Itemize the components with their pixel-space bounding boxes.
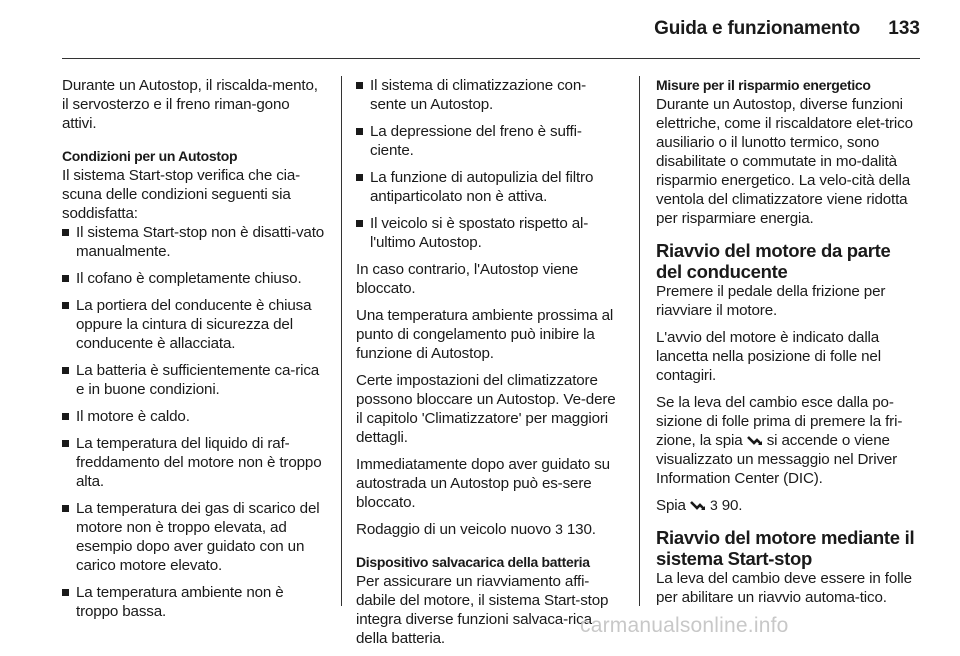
- intro-paragraph: Durante un Autostop, il riscalda-mento, il servosterzo e il freno riman-gono attivi.: [62, 77, 318, 132]
- list-item: La temperatura dei gas di scarico del motore non è troppo elevata, ad esempio dopo aver guidato con un carico motore elevato.: [62, 499, 326, 575]
- page-reference-icon: 3: [709, 497, 718, 513]
- list-item: La temperatura ambiente non è troppo bassa.: [62, 583, 326, 621]
- paragraph: Immediatamente dopo aver guidato su autostrada un Autostop può es-sere bloccato.: [356, 456, 610, 511]
- paragraph: La leva del cambio deve essere in folle per abilitare un riavvio automa-tico.: [656, 570, 912, 606]
- list-item: La batteria è sufficientemente ca-rica e in buone condizioni.: [62, 361, 326, 399]
- run-in-reference: [356, 520, 620, 539]
- column-1: [62, 76, 326, 629]
- paragraph: Certe impostazioni del climatizzatore possono bloccare un Autostop. Ve-dere il capitolo 'Climatizzatore' per maggiori dettagli.: [356, 372, 616, 446]
- header-divider: [62, 58, 920, 59]
- conditions-list-continued: [356, 76, 620, 252]
- run-in-reference: [656, 496, 920, 515]
- list-item: La depressione del freno è suffi-ciente.: [356, 122, 620, 160]
- column-divider-2: [639, 76, 640, 606]
- list-item: La funzione di autopulizia del filtro antiparticolato non è attiva.: [356, 168, 620, 206]
- watermark: carmanualsonline.info: [580, 614, 789, 637]
- paragraph: L'avvio del motore è indicato dalla lancetta nella posizione di folle nel contagiri.: [656, 329, 881, 384]
- paragraph: Per assicurare un riavviamento affi-dabile del motore, il sistema Start-stop integra diverse funzioni salvaca-rica della batteria.: [356, 573, 609, 647]
- conditions-list: [62, 223, 326, 621]
- start-stop-arrow-icon: [747, 435, 763, 447]
- reference-page: 130.: [566, 521, 596, 538]
- section-heading-battery-saver: Dispositivo salvacarica della batteria: [356, 554, 590, 570]
- list-item: La temperatura del liquido di raf-freddamento del motore non è troppo alta.: [62, 434, 326, 491]
- column-3: [656, 76, 920, 615]
- section-heading-system-restart: Riavvio del motore mediante il sistema Start-stop: [656, 527, 915, 569]
- list-item: Il motore è caldo.: [62, 407, 326, 426]
- column-2: [356, 76, 620, 656]
- list-item: Il cofano è completamente chiuso.: [62, 269, 326, 288]
- list-item: Il sistema Start-stop non è disatti-vato manualmente.: [62, 223, 326, 261]
- column-divider-1: [341, 76, 342, 606]
- paragraph: Premere il pedale della frizione per riavviare il motore.: [656, 283, 886, 319]
- conditions-lead: Il sistema Start-stop verifica che cia-scuna delle condizioni seguenti sia soddisfatta:: [62, 167, 301, 222]
- paragraph-part: si accende o viene visualizzato un messaggio nel Driver Information Center (DIC).: [656, 432, 898, 487]
- section-heading-driver-restart: Riavvio del motore da parte del conducente: [656, 240, 891, 282]
- paragraph: [656, 393, 920, 488]
- start-stop-arrow-icon: [690, 500, 706, 512]
- list-item: La portiera del conducente è chiusa oppure la cintura di sicurezza del conducente è allacciata.: [62, 296, 326, 353]
- page-number: 133: [888, 18, 920, 39]
- list-item: Il veicolo si è spostato rispetto al-l'ultimo Autostop.: [356, 214, 620, 252]
- paragraph: Durante un Autostop, diverse funzioni elettriche, come il riscaldatore elet-trico ausiliario o il lunotto termico, sono disabilitate o commutate in mo-dalità risparmio energetico. La velo-cità della ventola del climatizzatore viene ridotta per risparmiare energia.: [656, 96, 913, 227]
- paragraph-part: Se la leva del cambio esce dalla po-sizione di folle prima di premere la fri-zione, la spia: [656, 394, 903, 449]
- reference-text: Rodaggio di un veicolo nuovo: [356, 521, 552, 538]
- paragraph: Una temperatura ambiente prossima al punto di congelamento può inibire la funzione di Autostop.: [356, 307, 614, 362]
- page-header-title: Guida e funzionamento: [654, 18, 860, 39]
- section-heading-energy-saving: Misure per il risparmio energetico: [656, 77, 871, 93]
- reference-text: Spia: [656, 497, 686, 514]
- list-item: Il sistema di climatizzazione con-sente un Autostop.: [356, 76, 620, 114]
- reference-page: 90.: [721, 497, 743, 514]
- paragraph: In caso contrario, l'Autostop viene bloccato.: [356, 261, 579, 297]
- page-reference-icon: 3: [555, 521, 563, 537]
- section-heading-autostop-conditions: Condizioni per un Autostop: [62, 148, 238, 164]
